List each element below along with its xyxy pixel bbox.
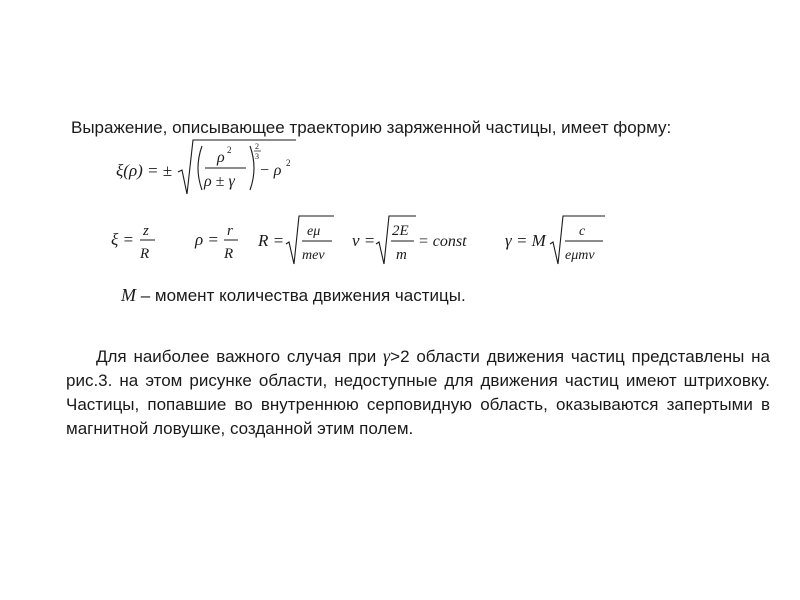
- right-paren: [250, 146, 254, 190]
- def-gamma-num: c: [579, 224, 586, 239]
- body-paragraph: [66, 344, 770, 441]
- paragraph-part2: >2 области движения частиц представлены на рис.3. на этом рисунке области, недоступные для движения частиц имеют штриховку. Частицы, попавшие во внутреннюю серповидную область, оказываются запертыми в магнитной ловушке, созданной этим полем.: [66, 347, 771, 438]
- def-v: [352, 214, 482, 273]
- m-definition: [121, 285, 466, 306]
- def-xi: [111, 218, 161, 271]
- main-formula-lhs: ξ(ρ) = ±: [116, 161, 173, 180]
- outer-exp-den: 3: [255, 152, 259, 161]
- def-r-lhs: R =: [258, 231, 285, 250]
- def-gamma-lhs: γ = M: [505, 231, 546, 250]
- inner-numerator-exp: 2: [227, 145, 232, 155]
- main-trajectory-formula: [116, 138, 316, 205]
- def-rho-lhs: ρ =: [195, 230, 219, 249]
- m-symbol: M: [121, 285, 136, 305]
- def-v-lhs: v =: [352, 231, 376, 250]
- def-r-num: eμ: [307, 224, 321, 239]
- def-rho: [195, 218, 245, 271]
- intro-text: Выражение, описывающее траекторию заряженной частицы, имеет форму:: [71, 118, 672, 137]
- main-formula-svg: [116, 138, 316, 200]
- def-rho-num: r: [227, 223, 233, 239]
- paragraph-part1: Для наиболее важного случая при: [96, 347, 384, 366]
- def-xi-den: R: [140, 246, 150, 262]
- def-r: [258, 214, 338, 273]
- def-v-num: 2E: [392, 223, 409, 239]
- def-v-den: m: [396, 247, 407, 263]
- tail-exp: 2: [286, 158, 291, 168]
- m-definition-text: – момент количества движения частицы.: [136, 286, 466, 305]
- def-v-rhs: = const: [418, 233, 467, 250]
- outer-exp-num: 2: [255, 142, 259, 151]
- left-paren: [198, 146, 202, 190]
- inner-numerator: ρ: [217, 149, 225, 166]
- def-xi-num: z: [143, 223, 149, 239]
- def-gamma-den: eμmv: [565, 248, 595, 263]
- def-rho-den: R: [224, 246, 234, 262]
- def-gamma: [505, 214, 615, 273]
- def-xi-lhs: ξ =: [111, 230, 135, 249]
- inner-denominator: ρ ± γ: [204, 173, 235, 190]
- paragraph-gamma: γ: [383, 346, 391, 366]
- def-r-den: mev: [302, 248, 325, 263]
- main-formula-tail: − ρ: [259, 162, 282, 179]
